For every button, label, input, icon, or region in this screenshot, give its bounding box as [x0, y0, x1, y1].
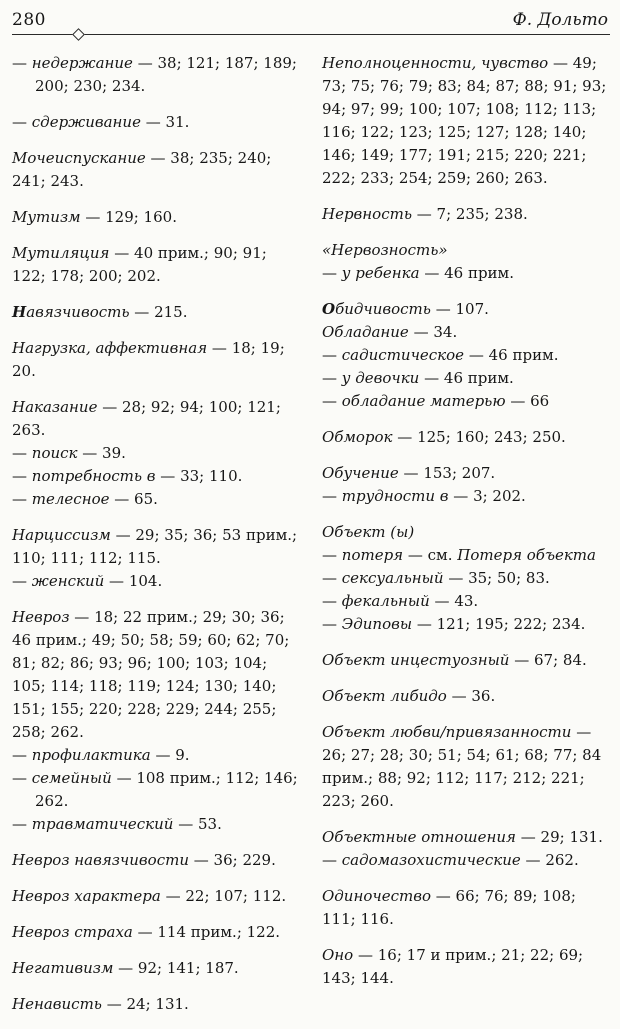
right-column	[322, 52, 610, 1029]
index-entry	[12, 606, 300, 744]
index-entry-group	[322, 885, 610, 931]
entry-term: Объект (ы)	[322, 523, 415, 541]
entry-term: садомазохистические	[341, 851, 521, 869]
entry-pages: 36.	[471, 687, 496, 705]
running-head-author: Ф. Дольто	[512, 10, 608, 30]
index-subentry	[322, 849, 610, 872]
index-entry-group	[322, 826, 610, 872]
entry-term: сексуальный	[341, 569, 444, 587]
subentry-dash: —	[322, 569, 342, 587]
entry-separator: —	[97, 398, 123, 416]
entry-term: Оно	[322, 946, 354, 964]
entry-separator: —	[101, 995, 127, 1013]
entry-term: Невроз страха	[12, 923, 133, 941]
entry-separator: —	[173, 815, 198, 833]
index-entry	[322, 826, 610, 849]
entry-pages: 43.	[454, 592, 479, 610]
entry-term: Объект инцестуозный	[322, 651, 510, 669]
entry-term: Обидчивость	[322, 300, 431, 318]
index-entry	[12, 921, 300, 944]
entry-separator: —	[110, 526, 136, 544]
entry-term: Навязчивость	[12, 303, 130, 321]
entry-separator: —	[446, 687, 472, 705]
subentry-dash: —	[322, 392, 342, 410]
index-entry	[322, 462, 610, 485]
entry-term: сдерживание	[31, 113, 141, 131]
entry-term: семейный	[31, 769, 112, 787]
entry-separator: —	[520, 851, 546, 869]
entry-term: потеря	[341, 546, 404, 564]
entry-separator: —	[150, 746, 176, 764]
index-subentry	[12, 52, 300, 98]
entry-separator: —	[392, 428, 418, 446]
entry-term: Негативизм	[12, 959, 114, 977]
entry-separator: —	[419, 369, 444, 387]
index-entry-group	[12, 242, 300, 288]
entry-term: потребность в	[31, 467, 156, 485]
index-entry	[12, 147, 300, 193]
entry-pages: 3; 202.	[473, 487, 526, 505]
subentry-dash: —	[322, 264, 342, 282]
left-column	[12, 52, 300, 1029]
index-entry-group	[322, 203, 610, 226]
entry-pages: 108 прим.; 112; 146; 262.	[35, 769, 298, 810]
entry-pages: 46 прим.	[488, 346, 559, 364]
index-entry	[12, 993, 300, 1016]
entry-term: Невроз характера	[12, 887, 161, 905]
index-entry	[322, 649, 610, 672]
index-entry-group	[12, 993, 300, 1016]
entry-term: Мутиляция	[12, 244, 110, 262]
entry-separator: —	[77, 444, 103, 462]
entry-separator: —	[145, 149, 171, 167]
entry-pages: 262.	[545, 851, 579, 869]
index-subentry	[12, 744, 300, 767]
subentry-dash: —	[322, 346, 342, 364]
index-entry-group	[12, 396, 300, 511]
index-entry	[322, 203, 610, 226]
entry-separator: —	[448, 487, 474, 505]
entry-separator: —	[140, 113, 166, 131]
entry-pages: 39.	[102, 444, 126, 462]
index-entry-group	[322, 649, 610, 672]
entry-pages: 46 прим.	[444, 264, 514, 282]
entry-pages: 24; 131.	[126, 995, 189, 1013]
entry-pages: 9.	[175, 746, 190, 764]
entry-pages: 114 прим.; 122.	[157, 923, 281, 941]
index-entry-group	[322, 462, 610, 508]
index-entry-group	[12, 957, 300, 980]
entry-separator: —	[109, 490, 135, 508]
entry-pages: 107.	[455, 300, 489, 318]
entry-term: Неполноценности, чувство	[322, 54, 549, 72]
entry-pages: 7; 235; 238.	[436, 205, 528, 223]
index-entry	[322, 885, 610, 931]
header-rule	[12, 34, 610, 35]
index-subentry	[322, 390, 610, 413]
index-entry-group	[12, 337, 300, 383]
index-entry	[322, 52, 610, 190]
index-entry	[322, 239, 610, 262]
index-subentry	[12, 442, 300, 465]
index-entry-group	[12, 111, 300, 134]
index-subentry	[12, 488, 300, 511]
index-entry	[322, 521, 610, 544]
index-entry	[322, 426, 610, 449]
index-entry-group	[322, 721, 610, 813]
entry-term: Ненависть	[12, 995, 102, 1013]
entry-pages: 34.	[433, 323, 458, 341]
entry-pages: 18; 19; 20.	[12, 339, 285, 380]
index-entry	[12, 524, 300, 570]
cross-reference: Потеря объекта	[457, 546, 596, 564]
entry-term: травматический	[31, 815, 174, 833]
entry-term: Невроз навязчивости	[12, 851, 189, 869]
entry-separator: —	[443, 569, 469, 587]
index-entry	[322, 298, 610, 321]
index-subentry	[322, 567, 610, 590]
index-columns	[12, 52, 610, 1029]
entry-separator: —	[464, 346, 489, 364]
entry-term: садистическое	[341, 346, 465, 364]
subentry-dash: —	[322, 369, 342, 387]
entry-separator: —	[353, 946, 378, 964]
entry-pages: 65.	[134, 490, 158, 508]
index-entry-group	[322, 52, 610, 190]
entry-separator: —	[109, 244, 135, 262]
subentry-dash: —	[322, 851, 342, 869]
entry-separator: —	[69, 608, 95, 626]
index-entry	[12, 849, 300, 872]
entry-separator: —	[548, 54, 573, 72]
subentry-dash: —	[12, 490, 32, 508]
entry-pages: 53.	[197, 815, 222, 833]
page-header	[12, 10, 610, 30]
entry-separator: —	[104, 572, 129, 590]
entry-pages: 153; 207.	[423, 464, 496, 482]
index-subentry	[322, 544, 610, 567]
entry-pages: 38; 235; 240; 241; 243.	[12, 149, 272, 190]
entry-term: Наказание	[12, 398, 98, 416]
index-entry	[12, 301, 300, 324]
entry-pages: 104.	[128, 572, 163, 590]
entry-pages: 36; 229.	[213, 851, 276, 869]
entry-separator: —	[188, 851, 214, 869]
entry-pages: 125; 160; 243; 250.	[417, 428, 566, 446]
index-subentry	[322, 262, 610, 285]
entry-term: у ребенка	[341, 264, 420, 282]
entry-pages: 29; 131.	[540, 828, 603, 846]
index-entry	[322, 685, 610, 708]
entry-term: Нервность	[322, 205, 412, 223]
index-subentry	[322, 590, 610, 613]
entry-separator: —	[412, 615, 437, 633]
entry-separator: —	[132, 923, 158, 941]
entry-pages: 31.	[165, 113, 190, 131]
index-entry-group	[12, 147, 300, 193]
entry-separator: —	[398, 464, 424, 482]
entry-separator: —	[408, 323, 434, 341]
index-entry-group	[12, 206, 300, 229]
entry-term: поиск	[31, 444, 78, 462]
index-entry-group	[12, 301, 300, 324]
subentry-dash: —	[12, 769, 32, 787]
entry-term: Эдиповы	[341, 615, 413, 633]
subentry-dash: —	[12, 467, 32, 485]
index-subentry	[12, 813, 300, 836]
entry-pages: 35; 50; 83.	[468, 569, 550, 587]
subentry-dash: —	[12, 815, 32, 833]
index-entry	[12, 885, 300, 908]
entry-pages: 49; 73; 75; 76; 79; 83; 84; 87; 88; 91; 93; 94; 97; 99; 100; 107; 108; 112; 113; 116; 122; 123; 125; 127; 128; 140; 146; 149; 177; 191; 215; 220; 221; 222; 233; 254; 259; 260; 263.	[322, 54, 607, 187]
see-prefix: см.	[427, 546, 458, 564]
entry-separator: —	[429, 592, 455, 610]
entry-term: трудности в	[341, 487, 449, 505]
entry-term: фекальный	[341, 592, 430, 610]
index-subentry	[12, 767, 300, 813]
entry-term: Нарциссизм	[12, 526, 111, 544]
entry-separator: —	[132, 54, 158, 72]
subentry-dash: —	[322, 592, 342, 610]
index-entry-group	[322, 521, 610, 636]
entry-term: обладание матерью	[341, 392, 506, 410]
index-subentry	[12, 465, 300, 488]
index-subentry	[12, 111, 300, 134]
entry-term: профилактика	[31, 746, 151, 764]
entry-pages: 28; 92; 94; 100; 121; 263.	[12, 398, 281, 439]
index-entry	[322, 721, 610, 813]
entry-term: Объект любви/привязанности	[322, 723, 572, 741]
entry-separator: —	[571, 723, 592, 741]
subentry-dash: —	[322, 615, 342, 633]
entry-separator: —	[419, 264, 445, 282]
index-entry-group	[12, 52, 300, 98]
index-entry-group	[322, 298, 610, 413]
subentry-dash: —	[322, 487, 342, 505]
entry-pages: 121; 195; 222; 234.	[436, 615, 586, 633]
entry-pages: 46 прим.	[443, 369, 514, 387]
entry-term: у девочки	[341, 369, 420, 387]
entry-separator: —	[515, 828, 541, 846]
entry-pages: 40 прим.; 90; 91; 122; 178; 200; 202.	[12, 244, 267, 285]
entry-separator: —	[111, 769, 137, 787]
entry-pages: 215.	[154, 303, 188, 321]
subentry-dash: —	[12, 54, 32, 72]
entry-term: Объект либидо	[322, 687, 447, 705]
index-entry	[322, 944, 610, 990]
index-subentry	[12, 570, 300, 593]
entry-pages: 26; 27; 28; 30; 51; 54; 61; 68; 77; 84 прим.; 88; 92; 112; 117; 212; 221; 223; 260.	[322, 746, 602, 810]
entry-separator: —	[80, 208, 106, 226]
entry-pages: 92; 141; 187.	[137, 959, 239, 977]
index-subentry	[322, 344, 610, 367]
entry-pages: 66	[530, 392, 550, 410]
index-entry	[322, 321, 610, 344]
index-entry-group	[322, 239, 610, 285]
index-entry	[12, 957, 300, 980]
entry-pages: 67; 84.	[534, 651, 587, 669]
entry-pages: 129; 160.	[105, 208, 177, 226]
entry-separator: —	[155, 467, 181, 485]
entry-pages: 22; 107; 112.	[185, 887, 287, 905]
subentry-dash: —	[12, 113, 32, 131]
index-entry-group	[12, 606, 300, 836]
entry-pages: 29; 35; 36; 53 прим.; 110; 111; 112; 115.	[12, 526, 298, 567]
entry-term: Обладание	[322, 323, 409, 341]
index-entry-group	[322, 944, 610, 990]
index-subentry	[322, 367, 610, 390]
index-subentry	[322, 485, 610, 508]
index-entry	[12, 206, 300, 229]
subentry-dash: —	[322, 546, 342, 564]
entry-separator: —	[430, 887, 456, 905]
entry-term: Одиночество	[322, 887, 431, 905]
entry-separator: —	[129, 303, 155, 321]
index-entry	[12, 242, 300, 288]
entry-term: Невроз	[12, 608, 70, 626]
section-initial-letter: Н	[12, 303, 27, 321]
entry-term: Объектные отношения	[322, 828, 516, 846]
entry-separator: —	[207, 339, 232, 357]
entry-pages: 16; 17 и прим.; 21; 22; 69; 143; 144.	[322, 946, 584, 987]
entry-separator: —	[509, 651, 535, 669]
entry-separator: —	[412, 205, 437, 223]
entry-term: недержание	[31, 54, 133, 72]
entry-term: Мочеиспускание	[12, 149, 146, 167]
entry-separator: —	[505, 392, 531, 410]
entry-pages: 33; 110.	[180, 467, 243, 485]
index-entry-group	[322, 426, 610, 449]
entry-term: Обморок	[322, 428, 393, 446]
entry-pages: 18; 22 прим.; 29; 30; 36; 46 прим.; 49; 50; 58; 59; 60; 62; 70; 81; 82; 86; 93; 96; 100; 103; 104; 105; 114; 118; 119; 124; 130; 140; 151; 155; 220; 228; 229; 244; 255; 258; 262.	[12, 608, 290, 741]
entry-separator: —	[113, 959, 138, 977]
subentry-dash: —	[12, 444, 32, 462]
entry-separator: —	[160, 887, 186, 905]
index-entry	[12, 337, 300, 383]
entry-term: женский	[31, 572, 105, 590]
subentry-dash: —	[12, 746, 32, 764]
index-entry-group	[12, 885, 300, 908]
index-entry-group	[12, 849, 300, 872]
entry-separator: —	[430, 300, 456, 318]
index-entry-group	[12, 524, 300, 593]
entry-term: Мутизм	[12, 208, 81, 226]
entry-pages: 66; 76; 89; 108; 111; 116.	[322, 887, 576, 928]
subentry-dash: —	[12, 572, 32, 590]
entry-separator: —	[403, 546, 428, 564]
page-number: 280	[12, 10, 46, 30]
entry-term: Нагрузка, аффективная	[12, 339, 208, 357]
entry-term: Обучение	[322, 464, 399, 482]
index-entry-group	[322, 685, 610, 708]
index-subentry	[322, 613, 610, 636]
entry-term: «Нервозность»	[322, 241, 448, 259]
index-entry	[12, 396, 300, 442]
entry-pages: 38; 121; 187; 189; 200; 230; 234.	[35, 54, 297, 95]
index-entry-group	[12, 921, 300, 944]
entry-term: телесное	[31, 490, 110, 508]
section-initial-letter: О	[322, 300, 336, 318]
